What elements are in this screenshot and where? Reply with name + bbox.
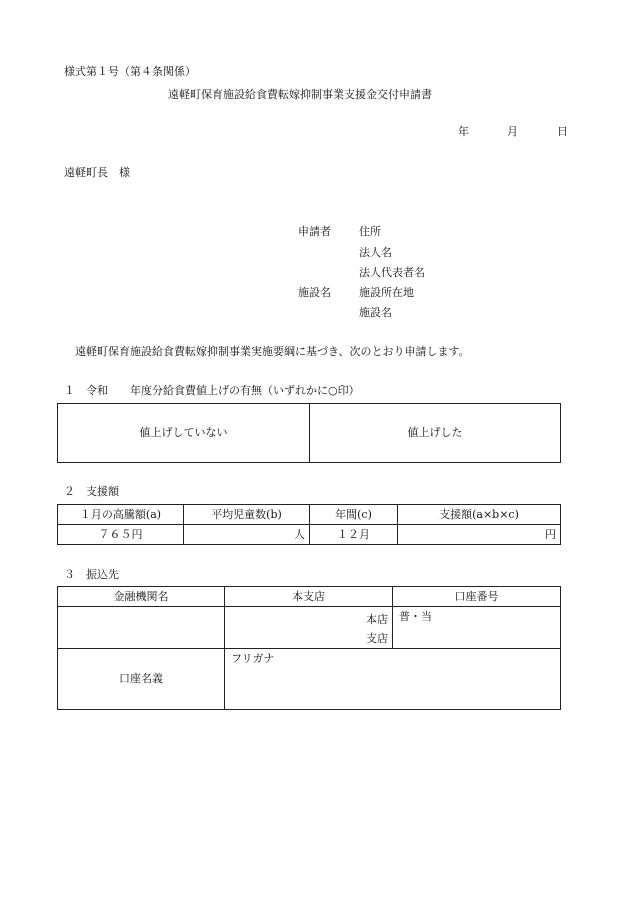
value-average-children[interactable]: 人 (184, 525, 310, 545)
option-no-increase[interactable]: 値上げしていない (58, 404, 310, 463)
bank-name-cell[interactable] (58, 607, 225, 649)
bank-transfer-table (57, 586, 561, 710)
header-annual-months: 年間(c) (310, 505, 398, 525)
header-branch: 本支店 (225, 587, 393, 607)
account-holder-label: 口座名義 (58, 649, 225, 710)
application-statement: 遠軽町保育施設給食費転嫁抑制事業実施要綱に基づき、次のとおり申請します。 (75, 345, 470, 358)
date-month: 月 (507, 125, 518, 138)
date-day: 日 (557, 125, 568, 138)
account-type-label: 普・当 (399, 610, 432, 623)
account-number-cell[interactable] (393, 607, 561, 649)
applicant-representative-label: 法人代表者名 (359, 266, 425, 279)
section3-heading: ３ 振込先 (64, 568, 119, 581)
header-support-amount: 支援額(a×b×c) (398, 505, 561, 525)
option-increased[interactable]: 値上げした (310, 404, 561, 463)
applicant-corporation-label: 法人名 (359, 246, 392, 259)
value-monthly-increase: ７６５円 (58, 525, 184, 545)
price-increase-table (57, 403, 561, 463)
branch-sub-label: 支店 (366, 632, 388, 645)
support-amount-table (57, 504, 561, 545)
document-title: 遠軽町保育施設給食費転嫁抑制事業支援金交付申請書 (168, 88, 432, 101)
form-number: 様式第１号（第４条関係） (64, 65, 196, 78)
branch-main-label: 本店 (366, 613, 388, 626)
header-account-number: 口座番号 (393, 587, 561, 607)
account-holder-cell[interactable] (225, 649, 561, 710)
header-monthly-increase: １月の高騰額(a) (58, 505, 184, 525)
value-support-amount[interactable]: 円 (398, 525, 561, 545)
furigana-label: フリガナ (231, 652, 275, 665)
branch-cell[interactable] (225, 607, 393, 649)
header-bank-name: 金融機関名 (58, 587, 225, 607)
header-average-children: 平均児童数(b) (184, 505, 310, 525)
value-annual-months: １２月 (310, 525, 398, 545)
facility-name-label: 施設名 (359, 306, 392, 319)
section2-heading: ２ 支援額 (64, 485, 119, 498)
facility-label: 施設名 (298, 286, 331, 299)
applicant-address-label: 住所 (359, 225, 381, 238)
section1-heading: １ 令和 年度分給食費値上げの有無（いずれかに○印） (64, 384, 360, 397)
facility-location-label: 施設所在地 (359, 286, 414, 299)
applicant-label: 申請者 (298, 225, 331, 238)
date-year: 年 (458, 125, 469, 138)
addressee: 遠軽町長 様 (64, 166, 130, 179)
